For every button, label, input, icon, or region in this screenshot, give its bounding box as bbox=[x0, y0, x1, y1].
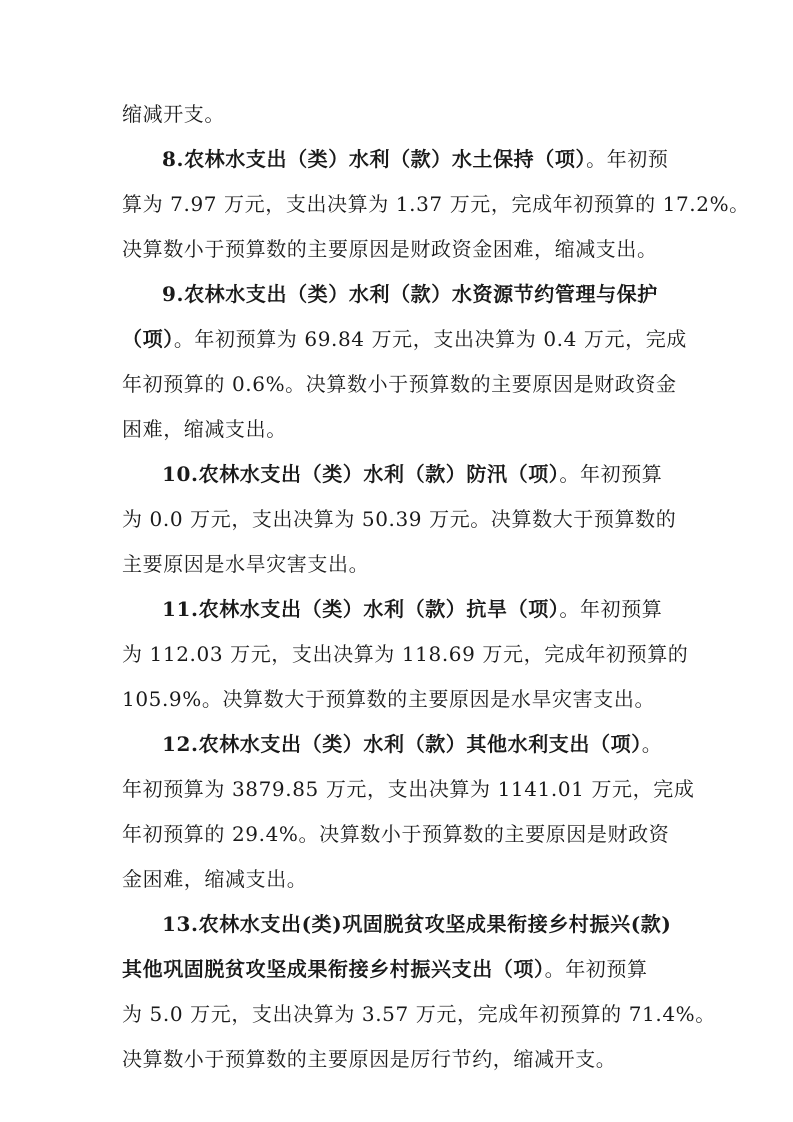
paragraph-5-line-2 bbox=[122, 820, 669, 848]
item-8-heading: 8.农林水支出（类）水利（款）水土保持（项） bbox=[162, 147, 587, 171]
paragraph-3-line-1 bbox=[122, 505, 676, 533]
text-segment: 。 bbox=[641, 732, 663, 756]
paragraph-1-line-1 bbox=[122, 190, 750, 218]
paragraph-6-line-2 bbox=[122, 1000, 716, 1028]
text-segment: 缩减开支。 bbox=[122, 102, 225, 126]
text-segment: 决算数小于预算数的主要原因是财政资金困难，缩减支出。 bbox=[122, 237, 658, 261]
paragraph-1-line-2 bbox=[122, 235, 658, 263]
item-9-heading-cont: （项） bbox=[122, 327, 174, 351]
paragraph-2-line-0 bbox=[162, 280, 658, 308]
text-segment: 。年初预算 bbox=[544, 957, 648, 981]
text-segment: 105.9%。决算数大于预算数的主要原因是水旱灾害支出。 bbox=[122, 687, 656, 711]
paragraph-5-line-0 bbox=[162, 730, 662, 758]
text-segment: 年初预算的 29.4%。决算数小于预算数的主要原因是财政资 bbox=[122, 822, 670, 846]
paragraph-5-line-3 bbox=[122, 865, 307, 893]
paragraph-1-line-0 bbox=[162, 145, 669, 173]
item-9-heading: 9.农林水支出（类）水利（款）水资源节约管理与保护 bbox=[162, 282, 658, 306]
text-segment: 为 5.0 万元，支出决算为 3.57 万元，完成年初预算的 71.4%。 bbox=[122, 1002, 716, 1026]
paragraph-0-line-0 bbox=[122, 100, 225, 128]
text-segment: 为 112.03 万元，支出决算为 118.69 万元，完成年初预算的 bbox=[122, 642, 689, 666]
item-10-heading: 10.农林水支出（类）水利（款）防汛（项） bbox=[162, 462, 560, 486]
paragraph-6-line-1 bbox=[122, 955, 648, 983]
text-segment: 决算数小于预算数的主要原因是厉行节约，缩减开支。 bbox=[122, 1047, 617, 1071]
paragraph-4-line-1 bbox=[122, 640, 688, 668]
text-segment: 金困难，缩减支出。 bbox=[122, 867, 308, 891]
text-segment: 为 0.0 万元，支出决算为 50.39 万元。决算数大于预算数的 bbox=[122, 507, 677, 531]
text-segment: 困难，缩减支出。 bbox=[122, 417, 287, 441]
item-12-heading: 12.农林水支出（类）水利（款）其他水利支出（项） bbox=[162, 732, 642, 756]
paragraph-6-line-3 bbox=[122, 1045, 616, 1073]
item-13-heading-cont: 其他巩固脱贫攻坚成果衔接乡村振兴支出（项） bbox=[122, 957, 545, 981]
paragraph-3-line-2 bbox=[122, 550, 369, 578]
text-segment: 年初预算为 3879.85 万元，支出决算为 1141.01 万元，完成 bbox=[122, 777, 695, 801]
text-segment: 。年初预 bbox=[586, 147, 669, 171]
paragraph-3-line-0 bbox=[162, 460, 662, 488]
text-segment: 。年初预算为 69.84 万元，支出决算为 0.4 万元，完成 bbox=[173, 327, 687, 351]
text-segment: 。年初预算 bbox=[559, 462, 663, 486]
paragraph-5-line-1 bbox=[122, 775, 694, 803]
text-segment: 主要原因是水旱灾害支出。 bbox=[122, 552, 370, 576]
item-13-heading: 13.农林水支出(类)巩固脱贫攻坚成果衔接乡村振兴(款) bbox=[162, 912, 672, 936]
text-segment: 年初预算的 0.6%。决算数小于预算数的主要原因是财政资金 bbox=[122, 372, 677, 396]
paragraph-6-line-0 bbox=[162, 910, 671, 938]
text-segment: 。年初预算 bbox=[559, 597, 663, 621]
paragraph-4-line-0 bbox=[162, 595, 662, 623]
paragraph-2-line-2 bbox=[122, 370, 677, 398]
paragraph-2-line-3 bbox=[122, 415, 287, 443]
paragraph-2-line-1 bbox=[122, 325, 687, 353]
item-11-heading: 11.农林水支出（类）水利（款）抗旱（项） bbox=[162, 597, 560, 621]
paragraph-4-line-2 bbox=[122, 685, 655, 713]
text-segment: 算为 7.97 万元，支出决算为 1.37 万元，完成年初预算的 17.2%。 bbox=[122, 192, 750, 216]
